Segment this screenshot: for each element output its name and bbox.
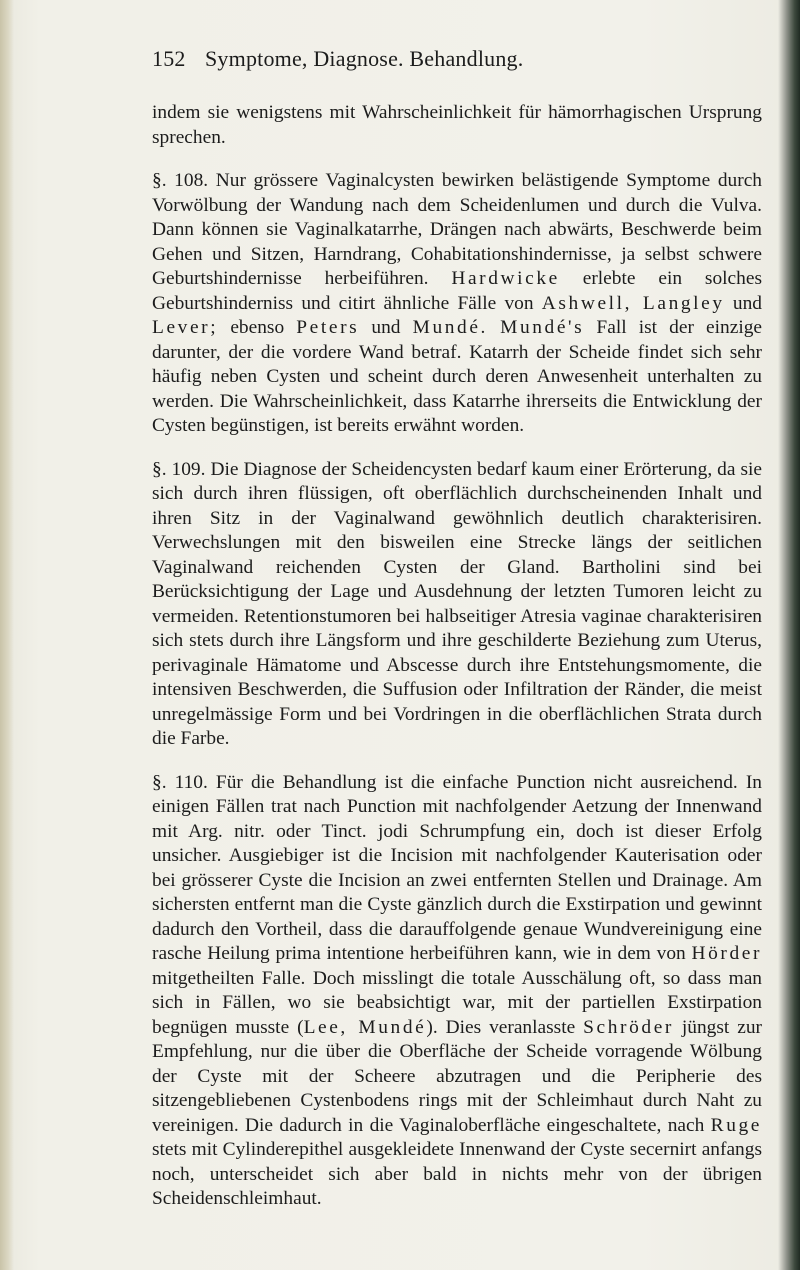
running-title: Symptome, Diagnose. Behandlung.: [205, 46, 524, 71]
spaced-name: Ruge: [710, 1114, 762, 1136]
text-run: und: [359, 317, 413, 338]
spaced-name: Ashwell, Langley: [541, 292, 725, 314]
text-run: Fall ist der einzige darunter, der die vordere Wand betraf. Katarrh der Scheide findet sich sehr häufig neben Cysten und scheint durch deren Anwesenheit unterhalten zu werden. Die Wahrscheinlichkeit, dass Katarrhe ihrerseits die Entwicklung der Cysten begünstigen, ist bereits erwähnt worden.: [152, 317, 763, 436]
text-run: §. 108. Nur grössere Vaginalcysten bewirken belästigende Symptome durch Vorwölbung der Wandung nach dem Scheidenlumen und durch die Vulva. Dann können sie Vaginalkatarrhe, Drängen nach abwärts, Beschwerde beim Gehen und Sitzen, Harndrang, Cohabitationshindernisse, ja selbst schwere Geburtshindernisse herbeiführen.: [152, 170, 762, 289]
spaced-name: Lee, Mundé: [303, 1016, 427, 1038]
page-edge-shadow: [778, 0, 800, 1270]
spaced-name: Lever;: [152, 317, 219, 338]
text-run: mitgetheilten Falle. Doch misslingt die totale Ausschälung oft, so dass man sich in Fällen, wo sie beabsichtigt war, mit der partiellen Exstirpation begnügen musste (: [152, 967, 762, 1038]
text-run: [488, 317, 500, 338]
spaced-name: Mundé's: [500, 317, 585, 338]
page-number: 152: [152, 46, 186, 71]
spaced-name: Peters: [296, 317, 360, 338]
text-run: stets mit Cylinderepithel ausgekleidete Innenwand der Cyste secernirt anfangs noch, unterscheidet sich aber bald in nichts mehr von der übrigen Scheidenschleimhaut.: [152, 1139, 762, 1209]
paragraph-section-109: [152, 458, 762, 752]
text-run: und: [724, 292, 762, 314]
text-run: ebenso: [218, 317, 297, 338]
paragraph-continuation: [152, 101, 762, 150]
text-run: §. 109. Die Diagnose der Scheidencysten bedarf kaum einer Erörterung, da sie sich durch ihren flüssigen, oft oberflächlich durchscheinenden Inhalt und ihren Sitz in der Vaginalwand gewöhnlich deutlich charakterisiren. Verwechslungen mit den bisweilen eine Strecke längs der seitlichen Vaginalwand reichenden Cysten der Gland. Bartholini sind bei Berücksichtigung der Lage und Ausdehnung der letzten Tumoren leicht zu vermeiden. Retentionstumoren bei halbseitiger Atresia vaginae charakterisiren sich stets durch ihre Längsform und ihre geschilderte Beziehung zum Uterus, perivaginale Hämatome und Abscesse durch ihre Entstehungsmomente, die intensiven Beschwerden, die Suffusion oder Infiltration der Ränder, die meist unregelmässige Form und bei Vordringen in die oberflächlichen Strata durch die Farbe.: [152, 458, 762, 749]
spaced-name: Schröder: [583, 1016, 674, 1038]
spaced-name: Hörder: [691, 943, 762, 964]
spaced-name: Hardwicke: [451, 268, 560, 289]
text-run: jüngst zur Empfehlung, nur die über die Oberfläche der Scheide vorragende Wölbung der Cyste mit der Scheere abzutragen und die Peripherie des sitzengebliebenen Cystenbodens rings mit der Schleimhaut durch Naht zu vereinigen. Die dadurch in die Vaginaloberfläche eingeschaltete, nach: [152, 1016, 762, 1136]
text-run: ). Dies veranlasste: [426, 1016, 584, 1038]
text-run: erlebte ein solches Geburtshinderniss und citirt ähnliche Fälle von: [152, 268, 762, 314]
spaced-name: Mundé.: [412, 317, 488, 338]
paragraph-section-108: [152, 169, 762, 439]
text-run: §. 110. Für die Behandlung ist die einfache Punction nicht ausreichend. In einigen Fällen trat nach Punction mit nachfolgender Aetzung der Innenwand mit Arg. nitr. oder Tinct. jodi Schrumpfung ein, doch ist dieser Erfolg unsicher. Ausgiebiger ist die Incision mit nachfolgender Kauterisation oder bei grösserer Cyste die Incision an zwei entfernten Stellen und Drainage. Am sichersten entfernt man die Cyste gänzlich durch die Exstirpation und gewinnt dadurch den Vortheil, dass die darauffolgende genaue Wundvereinigung eine rasche Heilung prima intentione herbeiführen kann, wie in dem von: [152, 771, 762, 964]
body-text: [152, 101, 762, 1212]
page-gutter-shadow: [0, 0, 14, 1270]
text-run: indem sie wenigstens mit Wahrscheinlichkeit für hämorrhagischen Ursprung sprechen.: [152, 102, 762, 148]
paragraph-section-110: [152, 771, 762, 1212]
